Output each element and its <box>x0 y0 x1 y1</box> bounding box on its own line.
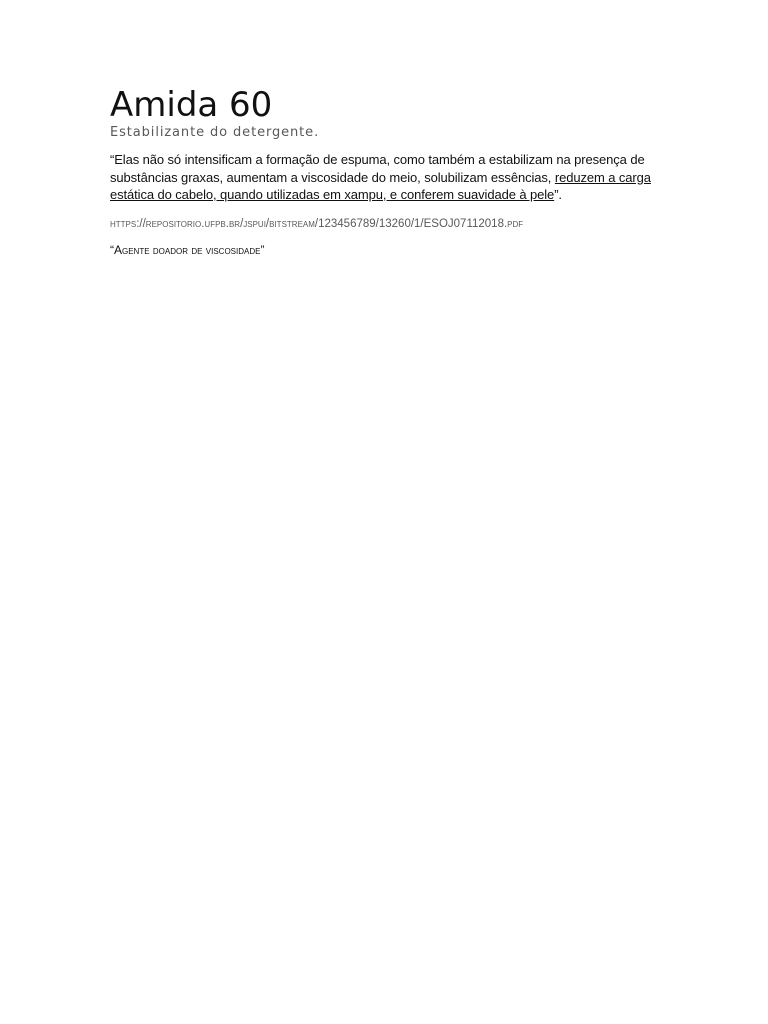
document-title: Amida 60 <box>110 85 273 125</box>
quote-text-start: “Elas não só intensificam a formação de espuma, como também a estabilizam na presença de substâncias graxas, aumentam a viscosidade do meio, solubilizam essências, <box>110 152 645 185</box>
document-subtitle: Estabilizante do detergente. <box>110 125 320 140</box>
quote-text-end: ”. <box>554 187 562 202</box>
quote-text-underlined: reduzem a carga estática do cabelo, quando utilizadas em xampu, e conferem suavidade à pele <box>110 169 651 202</box>
quote-paragraph <box>110 151 655 204</box>
viscosity-note: “Agente doador de viscosidade” <box>110 242 265 257</box>
source-url[interactable]: https://repositorio.ufpb.br/jspui/bitstream/123456789/13260/1/ESOJ07112018.pdf <box>110 217 524 230</box>
document-page <box>110 86 655 258</box>
